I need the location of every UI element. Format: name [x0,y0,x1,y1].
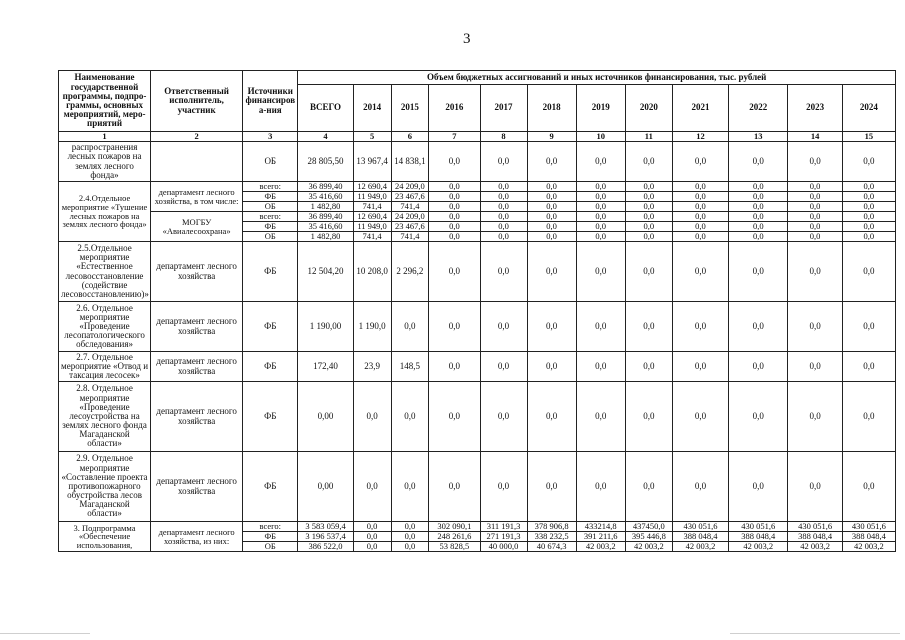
value-cell: 1 190,00 [298,302,353,352]
value-cell: 0,0 [788,142,842,182]
value-cell: 388 048,4 [842,532,895,542]
row-source: ФБ [243,382,298,452]
column-number: 5 [353,132,391,142]
value-cell: 0,0 [576,142,625,182]
value-cell: 0,0 [429,452,480,522]
value-cell: 36 899,40 [298,182,353,192]
row-source: ФБ [243,222,298,232]
value-cell: 42 003,2 [842,542,895,552]
value-cell: 0,0 [527,242,576,302]
value-cell: 0,0 [842,182,895,192]
value-cell: 430 051,6 [842,522,895,532]
value-cell: 0,0 [729,302,788,352]
value-cell: 386 522,0 [298,542,353,552]
value-cell: 0,0 [729,182,788,192]
value-cell: 0,0 [625,352,672,382]
header-volume: Объем бюджетных ассигнований и иных источников финансирования, тыс. рублей [298,71,896,85]
value-cell: 0,00 [298,382,353,452]
row-responsible: департамент лесного хозяйства [151,352,243,382]
value-cell: 1 482,80 [298,202,353,212]
value-cell: 0,0 [788,222,842,232]
row-name: распространения лесных пожаров на землях лесного фонда» [59,142,151,182]
value-cell: 0,0 [527,182,576,192]
value-cell: 23 467,6 [391,222,429,232]
row-responsible: департамент лесного хозяйства [151,452,243,522]
row-responsible: департамент лесного хозяйства, из них: [151,522,243,552]
value-cell: 0,0 [729,192,788,202]
value-cell: 0,0 [729,232,788,242]
value-cell: 0,0 [842,212,895,222]
value-cell: 0,0 [429,352,480,382]
value-cell: 11 949,0 [353,222,391,232]
value-cell: 0,0 [480,182,527,192]
value-cell: 0,0 [729,212,788,222]
value-cell: 0,0 [429,302,480,352]
value-cell: 0,0 [527,192,576,202]
row-responsible: департамент лесного хозяйства [151,382,243,452]
value-cell: 0,0 [729,202,788,212]
value-cell: 0,0 [625,182,672,192]
value-cell: 0,0 [625,452,672,522]
value-cell: 0,0 [672,232,728,242]
table-row [59,242,896,302]
row-source: ОБ [243,142,298,182]
value-cell: 0,0 [391,382,429,452]
value-cell: 24 209,0 [391,212,429,222]
value-cell: 10 208,0 [353,242,391,302]
value-cell: 430 051,6 [729,522,788,532]
value-cell: 0,0 [480,202,527,212]
row-responsible: департамент лесного хозяйства [151,242,243,302]
value-cell: 0,0 [672,142,728,182]
value-cell: 0,0 [625,212,672,222]
value-cell: 0,0 [672,202,728,212]
value-cell: 0,0 [842,222,895,232]
table-row [59,142,896,182]
column-number: 15 [842,132,895,142]
column-number: 9 [527,132,576,142]
value-cell: 271 191,3 [480,532,527,542]
value-cell: 0,0 [788,182,842,192]
value-cell: 23,9 [353,352,391,382]
row-responsible: департамент лесного хозяйства, в том числе: [151,182,243,212]
row-responsible [151,142,243,182]
value-cell: 0,0 [527,352,576,382]
row-responsible: департамент лесного хозяйства [151,302,243,352]
value-cell: 0,0 [480,352,527,382]
value-cell: 0,0 [391,302,429,352]
value-cell: 0,0 [788,212,842,222]
row-source: всего: [243,182,298,192]
row-source: ФБ [243,452,298,522]
value-cell: 0,0 [527,302,576,352]
value-cell: 40 000,0 [480,542,527,552]
table-row [59,522,896,532]
value-cell: 0,0 [625,202,672,212]
value-cell: 172,40 [298,352,353,382]
value-cell: 0,0 [672,222,728,232]
column-number: 12 [672,132,728,142]
value-cell: 0,00 [298,452,353,522]
header-source: Источники финансиров а-ния [243,71,298,132]
value-cell: 0,0 [576,182,625,192]
row-source: ФБ [243,192,298,202]
value-cell: 0,0 [527,452,576,522]
header-year: 2014 [353,85,391,132]
value-cell: 395 446,8 [625,532,672,542]
value-cell: 0,0 [672,452,728,522]
value-cell: 0,0 [672,212,728,222]
value-cell: 1 482,80 [298,232,353,242]
footer-rule-left [0,633,90,634]
row-responsible: МОГБУ «Авиалесоохрана» [151,212,243,242]
value-cell: 0,0 [672,352,728,382]
value-cell: 433214,8 [576,522,625,532]
value-cell: 0,0 [672,382,728,452]
value-cell: 35 416,60 [298,222,353,232]
row-source: ОБ [243,232,298,242]
table-row [59,132,896,142]
value-cell: 0,0 [788,352,842,382]
value-cell: 0,0 [842,192,895,202]
value-cell: 338 232,5 [527,532,576,542]
value-cell: 0,0 [429,202,480,212]
value-cell: 0,0 [429,212,480,222]
table-row [59,452,896,522]
value-cell: 0,0 [480,302,527,352]
value-cell: 0,0 [729,352,788,382]
row-source: ОБ [243,202,298,212]
value-cell: 0,0 [672,242,728,302]
column-number: 2 [151,132,243,142]
column-number: 14 [788,132,842,142]
value-cell: 0,0 [480,242,527,302]
row-name: 2.5.Отдельное мероприятие «Естественное лесовосстановление (содействие лесовосстановлению)» [59,242,151,302]
row-source: ФБ [243,302,298,352]
value-cell: 14 838,1 [391,142,429,182]
value-cell: 0,0 [429,182,480,192]
value-cell: 148,5 [391,352,429,382]
value-cell: 0,0 [480,142,527,182]
value-cell: 0,0 [353,382,391,452]
row-name: 2.6. Отдельное мероприятие «Проведение лесопатологического обследования» [59,302,151,352]
value-cell: 430 051,6 [672,522,728,532]
column-number: 4 [298,132,353,142]
value-cell: 388 048,4 [788,532,842,542]
value-cell: 741,4 [353,202,391,212]
value-cell: 430 051,6 [788,522,842,532]
value-cell: 0,0 [788,232,842,242]
value-cell: 0,0 [353,522,391,532]
value-cell: 248 261,6 [429,532,480,542]
value-cell: 0,0 [625,242,672,302]
value-cell: 42 003,2 [788,542,842,552]
value-cell: 24 209,0 [391,182,429,192]
value-cell: 0,0 [625,142,672,182]
table-row [59,71,896,85]
value-cell: 2 296,2 [391,242,429,302]
value-cell: 0,0 [480,232,527,242]
value-cell: 0,0 [353,542,391,552]
column-number: 3 [243,132,298,142]
value-cell: 302 090,1 [429,522,480,532]
value-cell: 0,0 [788,302,842,352]
value-cell: 0,0 [788,452,842,522]
value-cell: 0,0 [576,232,625,242]
value-cell: 0,0 [729,452,788,522]
value-cell: 388 048,4 [672,532,728,542]
column-number: 1 [59,132,151,142]
value-cell: 0,0 [429,192,480,202]
value-cell: 0,0 [729,242,788,302]
table-row [59,352,896,382]
value-cell: 0,0 [576,302,625,352]
value-cell: 388 048,4 [729,532,788,542]
value-cell: 0,0 [576,192,625,202]
header-year: 2017 [480,85,527,132]
value-cell: 0,0 [576,242,625,302]
value-cell: 42 003,2 [672,542,728,552]
value-cell: 0,0 [576,352,625,382]
header-year: 2021 [672,85,728,132]
value-cell: 0,0 [429,232,480,242]
value-cell: 3 196 537,4 [298,532,353,542]
value-cell: 0,0 [353,532,391,542]
row-name: 2.8. Отдельное мероприятие «Проведение лесоустройства на землях лесного фонда Магаданской области» [59,382,151,452]
value-cell: 0,0 [576,452,625,522]
value-cell: 0,0 [429,382,480,452]
value-cell: 0,0 [480,382,527,452]
value-cell: 36 899,40 [298,212,353,222]
value-cell: 0,0 [672,182,728,192]
column-number: 8 [480,132,527,142]
value-cell: 0,0 [429,222,480,232]
value-cell: 0,0 [729,382,788,452]
value-cell: 0,0 [576,202,625,212]
table-row [59,382,896,452]
header-responsible: Ответственный исполнитель, участник [151,71,243,132]
value-cell: 0,0 [788,382,842,452]
value-cell: 0,0 [625,232,672,242]
row-name: 2.4.Отдельное мероприятие «Тушение лесных пожаров на землях лесного фонда» [59,182,151,242]
value-cell: 437450,0 [625,522,672,532]
value-cell: 0,0 [842,202,895,212]
budget-table [58,70,896,552]
value-cell: 12 690,4 [353,212,391,222]
value-cell: 53 828,5 [429,542,480,552]
value-cell: 0,0 [842,352,895,382]
table-row [59,212,896,222]
value-cell: 28 805,50 [298,142,353,182]
value-cell: 0,0 [429,142,480,182]
row-source: всего: [243,522,298,532]
value-cell: 35 416,60 [298,192,353,202]
value-cell: 0,0 [353,452,391,522]
value-cell: 0,0 [391,522,429,532]
header-year: ВСЕГО [298,85,353,132]
row-source: ФБ [243,352,298,382]
value-cell: 0,0 [672,302,728,352]
header-year: 2019 [576,85,625,132]
value-cell: 0,0 [625,302,672,352]
value-cell: 0,0 [576,212,625,222]
value-cell: 0,0 [391,452,429,522]
value-cell: 0,0 [625,382,672,452]
value-cell: 741,4 [353,232,391,242]
value-cell: 42 003,2 [729,542,788,552]
value-cell: 0,0 [527,232,576,242]
value-cell: 311 191,3 [480,522,527,532]
value-cell: 0,0 [429,242,480,302]
value-cell: 0,0 [842,452,895,522]
row-source: всего: [243,212,298,222]
header-year: 2022 [729,85,788,132]
row-name: 3. Подпрограмма «Обеспечение использования, [59,522,151,552]
value-cell: 0,0 [527,142,576,182]
table-row [59,302,896,352]
value-cell: 741,4 [391,202,429,212]
header-year: 2016 [429,85,480,132]
header-year: 2024 [842,85,895,132]
column-number: 11 [625,132,672,142]
value-cell: 0,0 [480,452,527,522]
value-cell: 12 690,4 [353,182,391,192]
column-number: 6 [391,132,429,142]
header-year: 2020 [625,85,672,132]
value-cell: 0,0 [625,192,672,202]
value-cell: 40 674,3 [527,542,576,552]
header-name: Наименование государственной программы, подпро- граммы, основных мероприятий, меро- приятий [59,71,151,132]
value-cell: 0,0 [527,382,576,452]
value-cell: 391 211,6 [576,532,625,542]
row-name: 2.7. Отдельное мероприятие «Отвод и таксация лесосек» [59,352,151,382]
value-cell: 0,0 [576,222,625,232]
row-source: ОБ [243,542,298,552]
table-row [59,182,896,192]
value-cell: 741,4 [391,232,429,242]
value-cell: 0,0 [527,222,576,232]
value-cell: 3 583 059,4 [298,522,353,532]
value-cell: 0,0 [842,242,895,302]
value-cell: 0,0 [729,222,788,232]
value-cell: 0,0 [391,542,429,552]
value-cell: 0,0 [788,202,842,212]
value-cell: 0,0 [788,242,842,302]
value-cell: 0,0 [729,142,788,182]
value-cell: 0,0 [480,222,527,232]
value-cell: 0,0 [625,222,672,232]
column-number: 10 [576,132,625,142]
value-cell: 42 003,2 [625,542,672,552]
value-cell: 0,0 [842,142,895,182]
row-source: ФБ [243,242,298,302]
header-year: 2023 [788,85,842,132]
value-cell: 0,0 [480,212,527,222]
value-cell: 23 467,6 [391,192,429,202]
column-number: 7 [429,132,480,142]
value-cell: 0,0 [527,202,576,212]
value-cell: 0,0 [842,232,895,242]
value-cell: 0,0 [842,302,895,352]
value-cell: 0,0 [788,192,842,202]
value-cell: 1 190,0 [353,302,391,352]
value-cell: 13 967,4 [353,142,391,182]
header-year: 2018 [527,85,576,132]
value-cell: 11 949,0 [353,192,391,202]
page-number: 3 [463,31,471,47]
column-number: 13 [729,132,788,142]
value-cell: 0,0 [842,382,895,452]
header-year: 2015 [391,85,429,132]
row-name: 2.9. Отдельное мероприятие «Составление проекта противопожарного обустройства лесов Магаданской области» [59,452,151,522]
value-cell: 42 003,2 [576,542,625,552]
row-source: ФБ [243,532,298,542]
value-cell: 0,0 [391,532,429,542]
footer-rule-right [730,633,900,634]
value-cell: 378 906,8 [527,522,576,532]
value-cell: 0,0 [576,382,625,452]
value-cell: 0,0 [527,212,576,222]
value-cell: 0,0 [672,192,728,202]
value-cell: 12 504,20 [298,242,353,302]
value-cell: 0,0 [480,192,527,202]
